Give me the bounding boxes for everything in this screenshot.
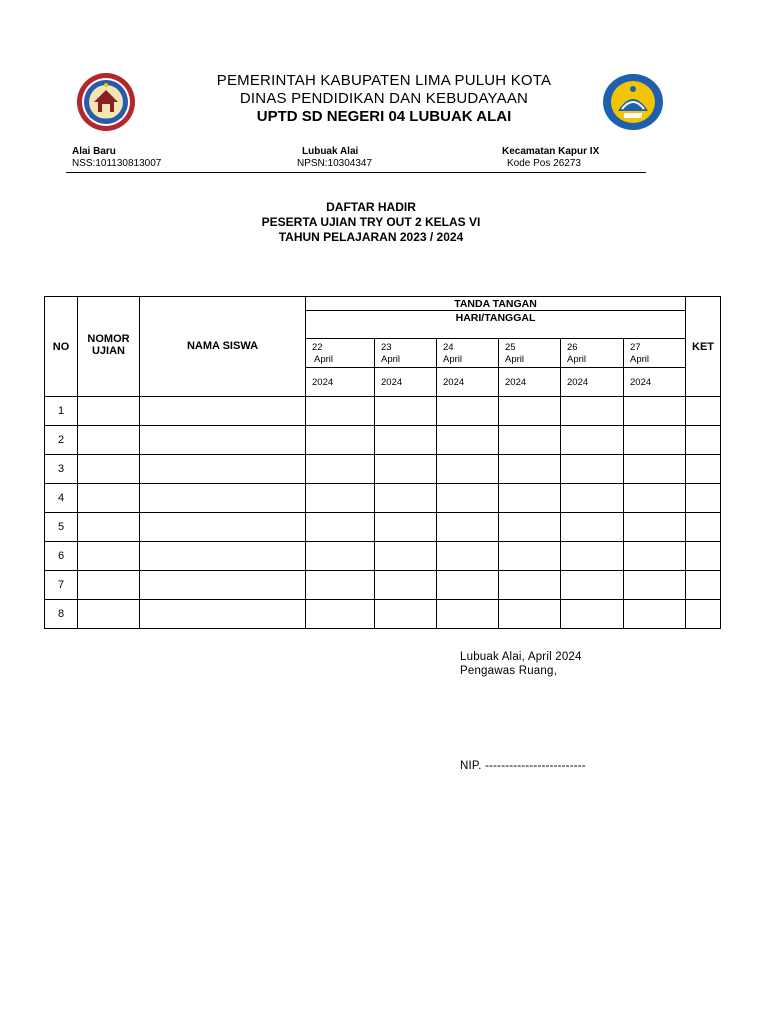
school-address: Alai Baru <box>72 146 116 157</box>
date-year-23: 2024 <box>375 368 437 397</box>
sign-cell[interactable] <box>437 600 499 629</box>
sign-cell[interactable] <box>375 455 437 484</box>
remarks-cell[interactable] <box>686 542 721 571</box>
remarks-cell[interactable] <box>686 571 721 600</box>
sign-cell[interactable] <box>499 571 561 600</box>
col-header-no: NO <box>45 297 78 397</box>
col-header-exam-number: NOMOR UJIAN <box>78 297 140 397</box>
sign-cell[interactable] <box>306 426 375 455</box>
sign-cell[interactable] <box>561 426 624 455</box>
exam-number-cell[interactable] <box>78 571 140 600</box>
doc-subtitle: PESERTA UJIAN TRY OUT 2 KELAS VI <box>261 215 481 229</box>
remarks-cell[interactable] <box>686 397 721 426</box>
date-month: April <box>567 354 587 365</box>
sign-cell[interactable] <box>624 600 686 629</box>
table-row <box>45 542 721 571</box>
sign-cell[interactable] <box>437 513 499 542</box>
sign-cell[interactable] <box>375 571 437 600</box>
date-day: 27 <box>630 342 641 353</box>
date-month: April <box>443 354 463 365</box>
row-number: 8 <box>45 600 78 629</box>
sign-cell[interactable] <box>306 571 375 600</box>
date-day: 26 <box>567 342 578 353</box>
sign-cell[interactable] <box>561 542 624 571</box>
date-month: April <box>381 354 401 365</box>
row-number: 7 <box>45 571 78 600</box>
date-header-23 <box>375 339 437 368</box>
student-name-cell[interactable] <box>140 513 306 542</box>
sign-cell[interactable] <box>437 571 499 600</box>
exam-number-cell[interactable] <box>78 600 140 629</box>
row-number: 3 <box>45 455 78 484</box>
sign-cell[interactable] <box>499 542 561 571</box>
remarks-cell[interactable] <box>686 484 721 513</box>
date-day: 25 <box>505 342 516 353</box>
sign-cell[interactable] <box>561 600 624 629</box>
sign-cell[interactable] <box>306 397 375 426</box>
sign-cell[interactable] <box>375 426 437 455</box>
sign-cell[interactable] <box>561 513 624 542</box>
row-number: 4 <box>45 484 78 513</box>
table-row <box>45 397 721 426</box>
remarks-cell[interactable] <box>686 455 721 484</box>
row-number: 2 <box>45 426 78 455</box>
remarks-cell[interactable] <box>686 600 721 629</box>
col-header-day-date: HARI/TANGGAL <box>306 311 686 339</box>
table-row <box>45 513 721 542</box>
sign-cell[interactable] <box>624 513 686 542</box>
student-name-cell[interactable] <box>140 484 306 513</box>
doc-title: DAFTAR HADIR <box>326 200 416 214</box>
sign-cell[interactable] <box>624 542 686 571</box>
sign-cell[interactable] <box>499 455 561 484</box>
remarks-cell[interactable] <box>686 426 721 455</box>
attendance-table <box>44 296 721 629</box>
row-number: 1 <box>45 397 78 426</box>
date-year-25: 2024 <box>499 368 561 397</box>
signature-place-date: Lubuak Alai, April 2024 <box>460 651 582 663</box>
date-header-26 <box>561 339 624 368</box>
sign-cell[interactable] <box>306 600 375 629</box>
date-header-24 <box>437 339 499 368</box>
exam-number-cell[interactable] <box>78 426 140 455</box>
school-npsn: NPSN:10304347 <box>297 158 373 169</box>
date-header-22 <box>306 339 375 368</box>
signature-role: Pengawas Ruang, <box>460 665 557 677</box>
col-header-student-name: NAMA SISWA <box>140 297 306 397</box>
date-day: 23 <box>381 342 392 353</box>
sign-cell[interactable] <box>437 397 499 426</box>
sign-cell[interactable] <box>561 397 624 426</box>
date-month: April <box>630 354 650 365</box>
table-row <box>45 571 721 600</box>
date-header-25 <box>499 339 561 368</box>
sign-cell[interactable] <box>499 600 561 629</box>
table-row <box>45 455 721 484</box>
sign-cell[interactable] <box>624 484 686 513</box>
exam-number-cell[interactable] <box>78 397 140 426</box>
sign-cell[interactable] <box>624 455 686 484</box>
remarks-cell[interactable] <box>686 513 721 542</box>
header-school-name: UPTD SD NEGERI 04 LUBUAK ALAI <box>256 108 512 125</box>
sign-cell[interactable] <box>306 513 375 542</box>
date-header-27 <box>624 339 686 368</box>
student-name-cell[interactable] <box>140 600 306 629</box>
sign-cell[interactable] <box>375 484 437 513</box>
table-row <box>45 426 721 455</box>
date-day: 24 <box>443 342 454 353</box>
sign-cell[interactable] <box>437 542 499 571</box>
exam-number-cell[interactable] <box>78 484 140 513</box>
row-number: 5 <box>45 513 78 542</box>
sign-cell[interactable] <box>437 455 499 484</box>
sign-cell[interactable] <box>375 397 437 426</box>
col-header-signature: TANDA TANGAN <box>306 297 686 311</box>
sign-cell[interactable] <box>499 397 561 426</box>
student-name-cell[interactable] <box>140 397 306 426</box>
exam-number-cell[interactable] <box>78 542 140 571</box>
sign-cell[interactable] <box>561 571 624 600</box>
school-nss: NSS:101130813007 <box>72 158 162 169</box>
school-village: Lubuak Alai <box>302 146 359 157</box>
signature-nip: NIP. ------------------------- <box>460 760 586 772</box>
sign-cell[interactable] <box>437 426 499 455</box>
sign-cell[interactable] <box>375 542 437 571</box>
header-department: DINAS PENDIDIKAN DAN KEBUDAYAAN <box>239 90 529 107</box>
header-government: PEMERINTAH KABUPATEN LIMA PULUH KOTA <box>216 72 552 89</box>
sign-cell[interactable] <box>624 571 686 600</box>
student-name-cell[interactable] <box>140 542 306 571</box>
sign-cell[interactable] <box>561 484 624 513</box>
sign-cell[interactable] <box>499 484 561 513</box>
student-name-cell[interactable] <box>140 426 306 455</box>
sign-cell[interactable] <box>561 455 624 484</box>
date-day: 22 <box>312 342 323 353</box>
sign-cell[interactable] <box>499 513 561 542</box>
date-year-27: 2024 <box>624 368 686 397</box>
doc-academic-year: TAHUN PELAJARAN 2023 / 2024 <box>278 230 464 244</box>
date-month: April <box>505 354 525 365</box>
sign-cell[interactable] <box>375 600 437 629</box>
date-year-24: 2024 <box>437 368 499 397</box>
sign-cell[interactable] <box>375 513 437 542</box>
sign-cell[interactable] <box>306 484 375 513</box>
school-district: Kecamatan Kapur IX <box>502 146 600 157</box>
row-number: 6 <box>45 542 78 571</box>
sign-cell[interactable] <box>437 484 499 513</box>
sign-cell[interactable] <box>624 397 686 426</box>
sign-cell[interactable] <box>624 426 686 455</box>
sign-cell[interactable] <box>499 426 561 455</box>
table-row <box>45 484 721 513</box>
col-header-remarks: KET <box>686 297 721 397</box>
date-month: April <box>314 354 334 365</box>
sign-cell[interactable] <box>306 455 375 484</box>
school-postal-code: Kode Pos 26273 <box>507 158 581 169</box>
exam-number-cell[interactable] <box>78 513 140 542</box>
sign-cell[interactable] <box>306 542 375 571</box>
date-year-26: 2024 <box>561 368 624 397</box>
date-year-22: 2024 <box>306 368 375 397</box>
student-name-cell[interactable] <box>140 455 306 484</box>
table-row <box>45 600 721 629</box>
student-name-cell[interactable] <box>140 571 306 600</box>
exam-number-cell[interactable] <box>78 455 140 484</box>
header-divider <box>66 172 646 173</box>
